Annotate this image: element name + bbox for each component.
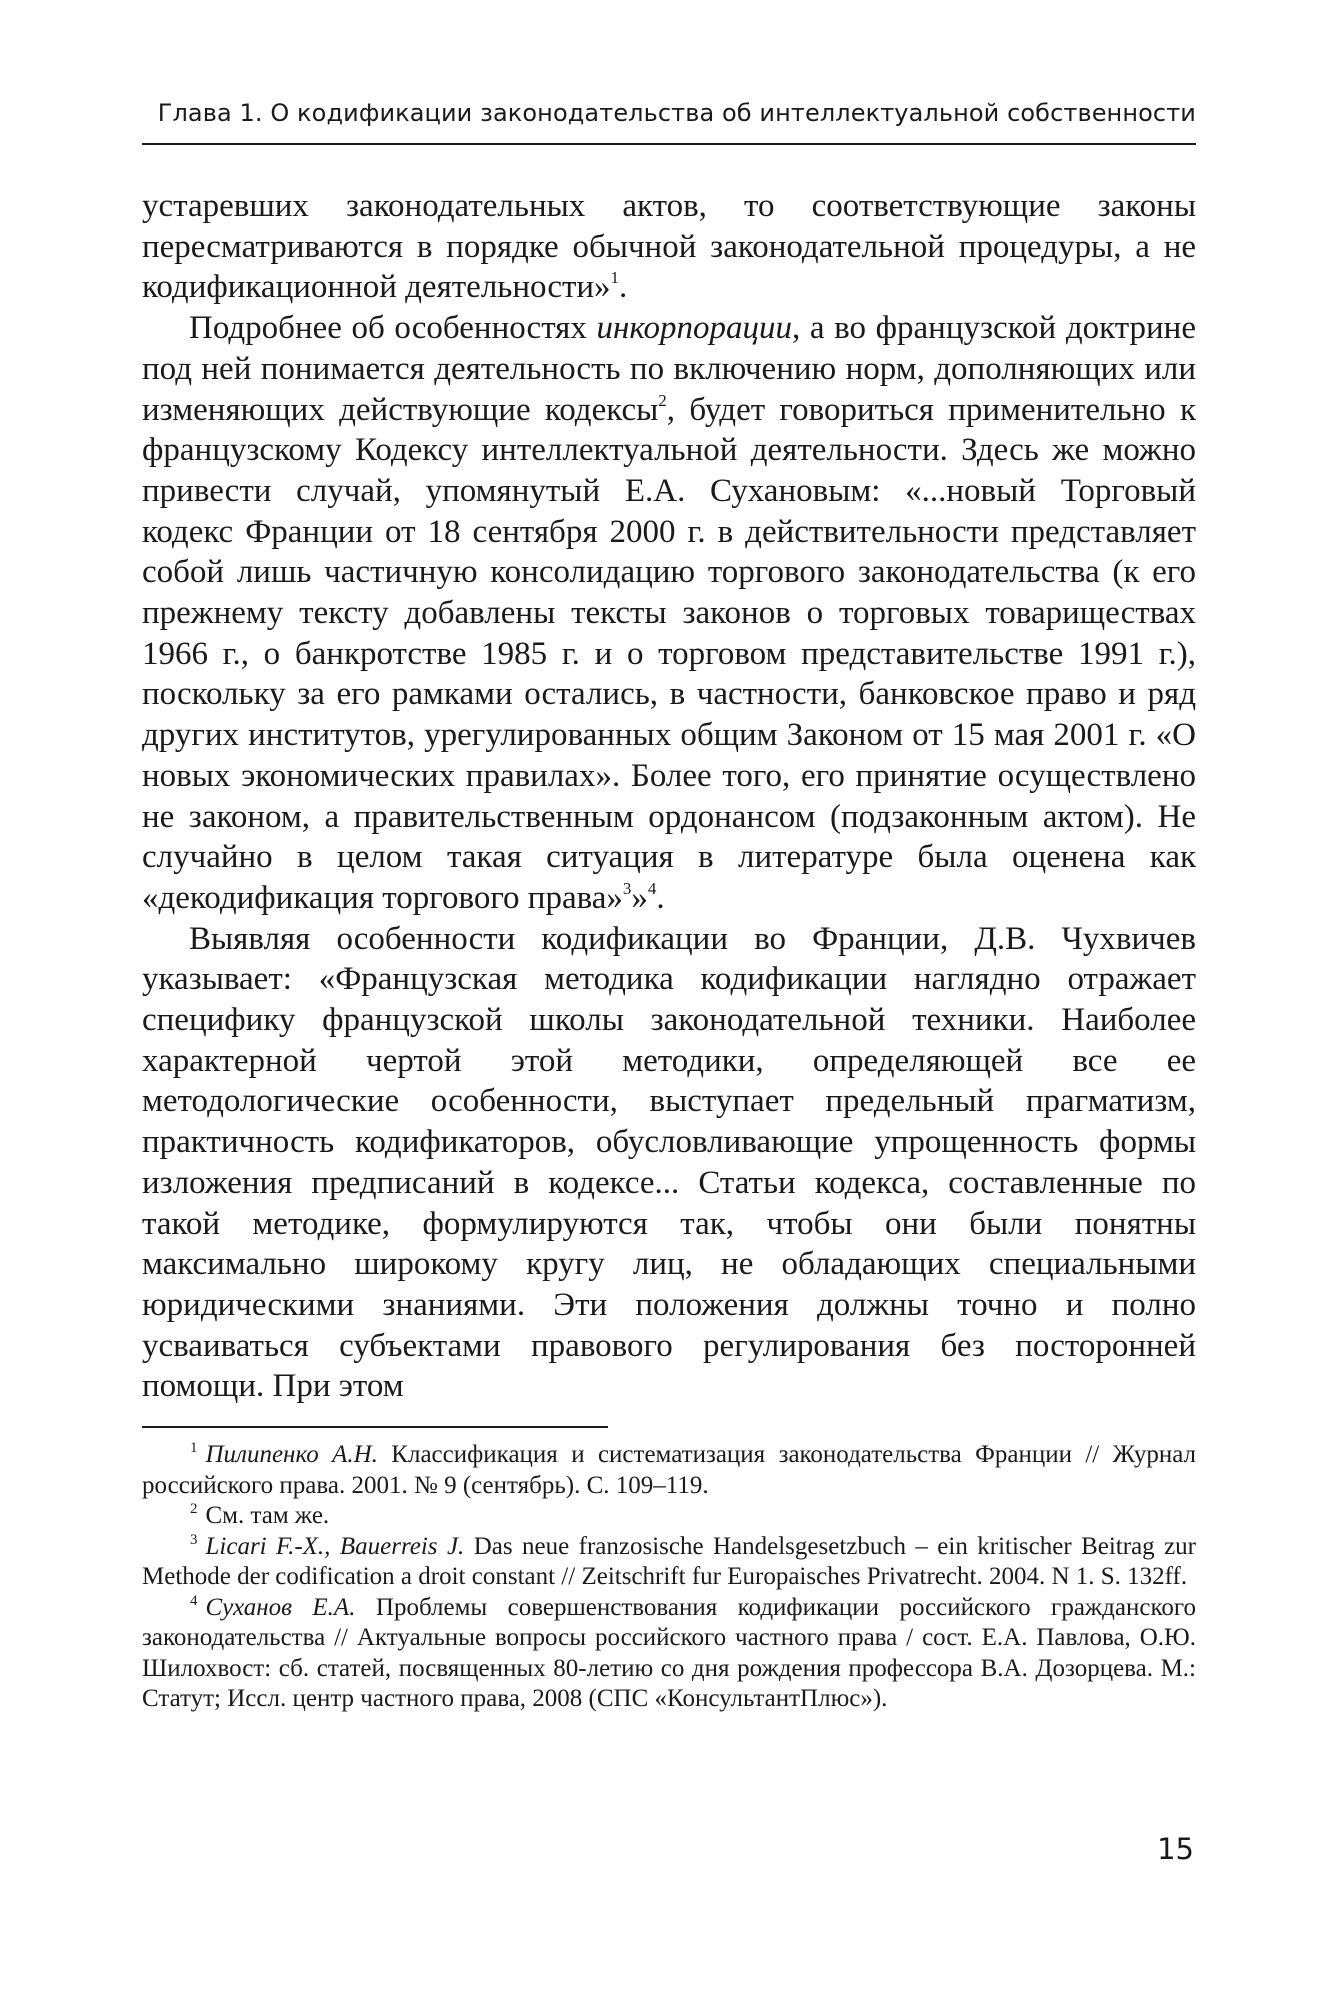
footnote-1	[142, 1440, 1196, 1501]
paragraph-1-text: устаревших законодательных актов, то соответствующие законы пересматриваются в порядке обычной законодательной процедуры, а не кодификационной деятельности»	[142, 188, 1196, 306]
footnote-rule	[142, 1426, 608, 1428]
paragraph-2-text-c: , будет говориться применительно к французскому Кодексу интеллектуальной деятельности. Здесь же можно привести случай, упомянутый Е.А. Сухановым: «...новый Торговый кодекс Франции от 18 сентября 2000 г. в действительности представляет собой лишь частичную консолидацию торгового законодательства (к его прежнему тексту добавлены тексты законов о торговых товариществах 1966 г., о банкротстве 1985 г. и о торговом представительстве 1991 г.), поскольку за его рамками остались, в частности, банковское право и ряд других институтов, урегулированных общим Законом от 15 мая 2001 г. «О новых экономических правилах». Более того, его принятие осуществлено не законом, а правительственным ордонансом (подзаконным актом). Не случайно в целом такая ситуация в литературе была оценена как «декодификация торгового права»	[142, 391, 1196, 916]
footnote-author: Суханов Е.А.	[205, 1593, 356, 1621]
footnotes	[142, 1440, 1196, 1715]
paragraph-1	[142, 186, 1196, 308]
paragraph-2	[142, 308, 1196, 919]
footnote-2	[142, 1501, 1196, 1532]
paragraph-2-end: .	[656, 879, 665, 916]
header-rule	[142, 143, 1196, 145]
footnote-ref-2: 2	[658, 390, 667, 410]
emphasis-term: инкорпорации	[596, 310, 793, 347]
running-header: Глава 1. О кодификации законодательства об интеллектуальной собственности	[157, 99, 1196, 127]
paragraph-1-end: .	[619, 269, 628, 306]
footnote-3	[142, 1532, 1196, 1593]
footnote-ref-1: 1	[610, 268, 620, 288]
footnote-4	[142, 1593, 1196, 1715]
footnote-number: 4	[190, 1592, 198, 1609]
footnote-ref-4: 4	[647, 878, 657, 898]
paragraph-3	[142, 919, 1196, 1407]
footnote-author: Пилипенко А.Н.	[205, 1441, 378, 1468]
footnote-ref-3: 3	[622, 878, 632, 898]
footnote-author: Licari F.-X., Bauerreis J.	[205, 1532, 465, 1560]
closing-quote: »	[631, 879, 648, 916]
footnote-text: Das neue franzosische Handelsgesetzbuch – ein kritischer Beitrag zur Methode der codification a droit constant // Zeitschrift fur Europaisches Privatrecht. 2004. N 1. S. 132ff.	[142, 1532, 1197, 1590]
footnote-number: 1	[190, 1440, 198, 1456]
paragraph-3-text: Выявляя особенности кодификации во Франции, Д.В. Чухвичев указывает: «Французская методика кодификации наглядно отражает специфику французской школы законодательной техники. Наиболее характерной чертой этой методики, определяющей все ее методологические особенности, выступает предельный прагматизм, практичность кодификаторов, обусловливающие упрощенность формы изложения предписаний в кодексе... Статьи кодекса, составленные по такой методике, формулируются так, чтобы они были понятны максимально широкому кругу лиц, не обладающих специальными юридическими знаниями. Эти положения должны точно и полно усваиваться субъектами правового регулирования без посторонней помощи. При этом	[142, 920, 1196, 1405]
main-text	[142, 186, 1196, 1407]
paragraph-2-text-a: Подробнее об особенностях	[189, 310, 597, 347]
footnote-text: Проблемы совершенствования кодификации российского гражданского законодательства // Актуальные вопросы российского частного права / сост. Е.А. Павлова, О.Ю. Шилохвост: сб. статей, посвященных 80-летию со дня рождения профессора В.А. Дозорцева. М.: Статут; Иссл. центр частного права, 2008 (СПС «КонсультантПлюс»).	[142, 1593, 1196, 1712]
page-number: 15	[1157, 1832, 1194, 1866]
footnote-number: 3	[190, 1531, 198, 1548]
paragraph-2-text-b: , а во французской доктрине под ней понимается деятельность по включению норм, дополняющих или изменяющих действующие кодексы	[142, 310, 1196, 428]
footnote-text: См. там же.	[205, 1502, 330, 1529]
footnote-number: 2	[190, 1501, 198, 1517]
footnote-text: Классификация и систематизация законодательства Франции // Журнал российского права. 2001. № 9 (сентябрь). С. 109–119.	[142, 1441, 1196, 1499]
